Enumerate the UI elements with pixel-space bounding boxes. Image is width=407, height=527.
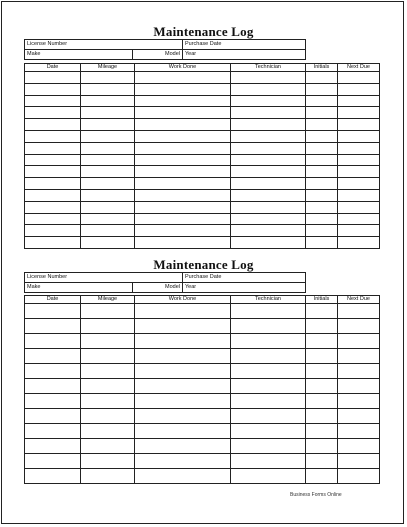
table-row (25, 154, 380, 166)
cell-technician[interactable] (231, 334, 306, 349)
cell-mileage[interactable] (81, 349, 135, 364)
cell-date[interactable] (25, 364, 81, 379)
cell-next-due[interactable] (338, 95, 380, 107)
cell-date[interactable] (25, 119, 81, 131)
cell-technician[interactable] (231, 213, 306, 225)
cell-mileage[interactable] (81, 454, 135, 469)
cell-next-due[interactable] (338, 119, 380, 131)
cell-initials[interactable] (306, 439, 338, 454)
cell-next-due[interactable] (338, 394, 380, 409)
top-make-field[interactable]: Make (25, 50, 133, 60)
cell-next-due[interactable] (338, 154, 380, 166)
top-col-initials: Initials (306, 64, 338, 72)
cell-work-done[interactable] (135, 213, 231, 225)
top-license-number-field[interactable]: License Number (25, 40, 183, 50)
cell-initials[interactable] (306, 107, 338, 119)
table-row (25, 130, 380, 142)
table-row (25, 409, 380, 424)
cell-mileage[interactable] (81, 83, 135, 95)
cell-work-done[interactable] (135, 154, 231, 166)
cell-work-done[interactable] (135, 95, 231, 107)
cell-next-due[interactable] (338, 130, 380, 142)
cell-work-done[interactable] (135, 409, 231, 424)
cell-technician[interactable] (231, 72, 306, 84)
cell-initials[interactable] (306, 166, 338, 178)
cell-initials[interactable] (306, 201, 338, 213)
cell-date[interactable] (25, 201, 81, 213)
cell-work-done[interactable] (135, 379, 231, 394)
cell-mileage[interactable] (81, 119, 135, 131)
cell-next-due[interactable] (338, 334, 380, 349)
table-row (25, 107, 380, 119)
cell-mileage[interactable] (81, 225, 135, 237)
table-row (25, 379, 380, 394)
cell-technician[interactable] (231, 237, 306, 249)
table-row (25, 319, 380, 334)
cell-date[interactable] (25, 154, 81, 166)
cell-work-done[interactable] (135, 130, 231, 142)
top-col-next-due: Next Due (338, 64, 380, 72)
bottom-col-technician: Technician (231, 296, 306, 304)
table-row (25, 178, 380, 190)
cell-date[interactable] (25, 213, 81, 225)
cell-mileage[interactable] (81, 394, 135, 409)
table-row (25, 424, 380, 439)
cell-technician[interactable] (231, 454, 306, 469)
cell-date[interactable] (25, 83, 81, 95)
cell-mileage[interactable] (81, 201, 135, 213)
table-row (25, 225, 380, 237)
bottom-log-table (24, 295, 380, 484)
table-row (25, 213, 380, 225)
cell-technician[interactable] (231, 469, 306, 484)
cell-initials[interactable] (306, 379, 338, 394)
cell-initials[interactable] (306, 469, 338, 484)
cell-work-done[interactable] (135, 394, 231, 409)
top-vehicle-info-table (24, 39, 306, 60)
cell-next-due[interactable] (338, 107, 380, 119)
cell-initials[interactable] (306, 83, 338, 95)
table-row (25, 334, 380, 349)
cell-work-done[interactable] (135, 83, 231, 95)
cell-next-due[interactable] (338, 189, 380, 201)
cell-initials[interactable] (306, 424, 338, 439)
cell-work-done[interactable] (135, 424, 231, 439)
cell-initials[interactable] (306, 334, 338, 349)
cell-work-done[interactable] (135, 439, 231, 454)
cell-work-done[interactable] (135, 189, 231, 201)
cell-date[interactable] (25, 166, 81, 178)
cell-work-done[interactable] (135, 469, 231, 484)
cell-mileage[interactable] (81, 72, 135, 84)
cell-mileage[interactable] (81, 130, 135, 142)
cell-mileage[interactable] (81, 469, 135, 484)
cell-mileage[interactable] (81, 439, 135, 454)
cell-date[interactable] (25, 394, 81, 409)
cell-technician[interactable] (231, 394, 306, 409)
cell-technician[interactable] (231, 379, 306, 394)
cell-next-due[interactable] (338, 439, 380, 454)
cell-date[interactable] (25, 225, 81, 237)
table-row (25, 189, 380, 201)
cell-mileage[interactable] (81, 304, 135, 319)
cell-technician[interactable] (231, 130, 306, 142)
top-purchase-date-field[interactable]: Purchase Date (183, 40, 306, 50)
cell-technician[interactable] (231, 107, 306, 119)
top-col-work-done: Work Done (135, 64, 231, 72)
cell-initials[interactable] (306, 95, 338, 107)
cell-date[interactable] (25, 189, 81, 201)
bottom-license-number-field[interactable]: License Number (25, 273, 183, 283)
cell-mileage[interactable] (81, 189, 135, 201)
cell-work-done[interactable] (135, 201, 231, 213)
top-col-technician: Technician (231, 64, 306, 72)
cell-next-due[interactable] (338, 142, 380, 154)
table-row (25, 439, 380, 454)
cell-next-due[interactable] (338, 72, 380, 84)
cell-date[interactable] (25, 334, 81, 349)
cell-date[interactable] (25, 107, 81, 119)
cell-work-done[interactable] (135, 178, 231, 190)
cell-work-done[interactable] (135, 119, 231, 131)
cell-technician[interactable] (231, 424, 306, 439)
cell-technician[interactable] (231, 154, 306, 166)
cell-work-done[interactable] (135, 72, 231, 84)
bottom-col-next-due: Next Due (338, 296, 380, 304)
bottom-col-date: Date (25, 296, 81, 304)
cell-next-due[interactable] (338, 409, 380, 424)
table-row (25, 237, 380, 249)
cell-initials[interactable] (306, 142, 338, 154)
bottom-log-title: Maintenance Log (153, 257, 254, 272)
cell-date[interactable] (25, 349, 81, 364)
cell-date[interactable] (25, 424, 81, 439)
cell-work-done[interactable] (135, 142, 231, 154)
cell-date[interactable] (25, 304, 81, 319)
cell-technician[interactable] (231, 439, 306, 454)
cell-technician[interactable] (231, 119, 306, 131)
cell-technician[interactable] (231, 95, 306, 107)
cell-mileage[interactable] (81, 95, 135, 107)
cell-work-done[interactable] (135, 334, 231, 349)
cell-date[interactable] (25, 319, 81, 334)
top-col-mileage: Mileage (81, 64, 135, 72)
cell-next-due[interactable] (338, 349, 380, 364)
cell-technician[interactable] (231, 178, 306, 190)
table-row (25, 83, 380, 95)
cell-initials[interactable] (306, 364, 338, 379)
cell-work-done[interactable] (135, 454, 231, 469)
table-row (25, 142, 380, 154)
cell-work-done[interactable] (135, 166, 231, 178)
table-row (25, 469, 380, 484)
cell-mileage[interactable] (81, 178, 135, 190)
cell-next-due[interactable] (338, 454, 380, 469)
table-row (25, 95, 380, 107)
cell-next-due[interactable] (338, 469, 380, 484)
table-row (25, 394, 380, 409)
bottom-log-body (25, 304, 380, 484)
cell-mileage[interactable] (81, 364, 135, 379)
table-row (25, 364, 380, 379)
cell-initials[interactable] (306, 178, 338, 190)
cell-date[interactable] (25, 130, 81, 142)
cell-technician[interactable] (231, 349, 306, 364)
cell-initials[interactable] (306, 409, 338, 424)
cell-mileage[interactable] (81, 424, 135, 439)
cell-date[interactable] (25, 142, 81, 154)
cell-work-done[interactable] (135, 107, 231, 119)
cell-technician[interactable] (231, 166, 306, 178)
cell-work-done[interactable] (135, 319, 231, 334)
cell-next-due[interactable] (338, 319, 380, 334)
cell-initials[interactable] (306, 130, 338, 142)
cell-date[interactable] (25, 237, 81, 249)
cell-work-done[interactable] (135, 237, 231, 249)
cell-next-due[interactable] (338, 178, 380, 190)
cell-initials[interactable] (306, 237, 338, 249)
cell-date[interactable] (25, 95, 81, 107)
top-log-body (25, 72, 380, 249)
cell-mileage[interactable] (81, 142, 135, 154)
table-row (25, 304, 380, 319)
cell-mileage[interactable] (81, 334, 135, 349)
cell-initials[interactable] (306, 319, 338, 334)
cell-initials[interactable] (306, 119, 338, 131)
cell-date[interactable] (25, 469, 81, 484)
cell-next-due[interactable] (338, 304, 380, 319)
cell-next-due[interactable] (338, 166, 380, 178)
cell-mileage[interactable] (81, 154, 135, 166)
table-row (25, 349, 380, 364)
cell-initials[interactable] (306, 154, 338, 166)
cell-technician[interactable] (231, 83, 306, 95)
cell-technician[interactable] (231, 319, 306, 334)
cell-initials[interactable] (306, 454, 338, 469)
cell-next-due[interactable] (338, 379, 380, 394)
cell-mileage[interactable] (81, 237, 135, 249)
cell-mileage[interactable] (81, 379, 135, 394)
cell-technician[interactable] (231, 142, 306, 154)
cell-technician[interactable] (231, 201, 306, 213)
cell-mileage[interactable] (81, 107, 135, 119)
cell-mileage[interactable] (81, 319, 135, 334)
table-row (25, 119, 380, 131)
cell-initials[interactable] (306, 72, 338, 84)
cell-next-due[interactable] (338, 201, 380, 213)
bottom-col-work-done: Work Done (135, 296, 231, 304)
bottom-purchase-date-field[interactable]: Purchase Date (183, 273, 306, 283)
cell-mileage[interactable] (81, 166, 135, 178)
cell-date[interactable] (25, 72, 81, 84)
bottom-col-initials: Initials (306, 296, 338, 304)
cell-mileage[interactable] (81, 409, 135, 424)
table-row (25, 454, 380, 469)
bottom-model-field[interactable]: Model (133, 283, 183, 293)
cell-initials[interactable] (306, 394, 338, 409)
cell-next-due[interactable] (338, 237, 380, 249)
cell-work-done[interactable] (135, 304, 231, 319)
cell-initials[interactable] (306, 225, 338, 237)
cell-initials[interactable] (306, 304, 338, 319)
cell-technician[interactable] (231, 225, 306, 237)
cell-technician[interactable] (231, 409, 306, 424)
table-row (25, 72, 380, 84)
cell-work-done[interactable] (135, 225, 231, 237)
bottom-col-mileage: Mileage (81, 296, 135, 304)
top-log-title: Maintenance Log (153, 24, 254, 39)
cell-date[interactable] (25, 409, 81, 424)
cell-technician[interactable] (231, 364, 306, 379)
footer-brand: Business Forms Online (290, 492, 342, 498)
bottom-vehicle-info-table (24, 272, 306, 293)
cell-initials[interactable] (306, 349, 338, 364)
cell-date[interactable] (25, 178, 81, 190)
cell-technician[interactable] (231, 304, 306, 319)
cell-next-due[interactable] (338, 225, 380, 237)
cell-initials[interactable] (306, 213, 338, 225)
top-model-field[interactable]: Model (133, 50, 183, 60)
top-year-field[interactable]: Year (183, 50, 306, 60)
cell-work-done[interactable] (135, 364, 231, 379)
cell-next-due[interactable] (338, 213, 380, 225)
cell-work-done[interactable] (135, 349, 231, 364)
cell-next-due[interactable] (338, 83, 380, 95)
table-row (25, 201, 380, 213)
cell-date[interactable] (25, 439, 81, 454)
bottom-make-field[interactable]: Make (25, 283, 133, 293)
cell-mileage[interactable] (81, 213, 135, 225)
cell-next-due[interactable] (338, 424, 380, 439)
top-col-date: Date (25, 64, 81, 72)
table-row (25, 166, 380, 178)
cell-next-due[interactable] (338, 364, 380, 379)
cell-initials[interactable] (306, 189, 338, 201)
cell-date[interactable] (25, 379, 81, 394)
cell-technician[interactable] (231, 189, 306, 201)
top-log-table (24, 63, 380, 249)
cell-date[interactable] (25, 454, 81, 469)
bottom-year-field[interactable]: Year (183, 283, 306, 293)
